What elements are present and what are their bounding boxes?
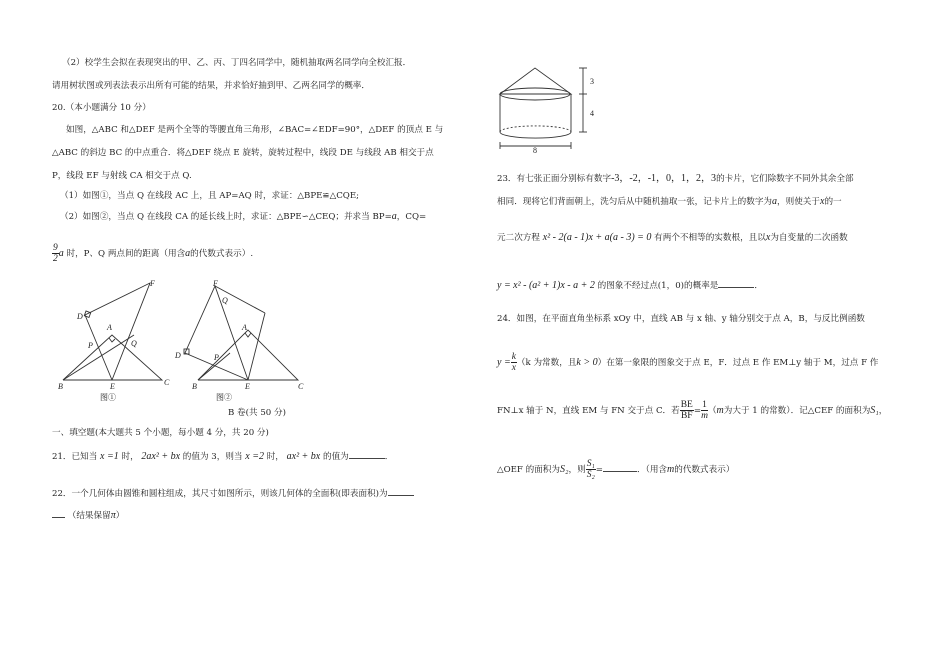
q20-sub1: （1）如图①，当点 Q 在线段 AC 上，且 AP=AQ 时，求证：△BPE≌△CQE; xyxy=(60,191,359,201)
q23-line1: 23．有七张正面分别标有数字-3，-2，-1，0，1，2，3的卡片，它们除数字不同外其余全部 xyxy=(497,173,854,184)
fig2-label-B: B xyxy=(192,382,197,391)
section-fill-title: 一、填空题(本大题共 5 个小题，每小题 4 分，共 20 分) xyxy=(52,428,269,438)
q24-line2: y = $\frac{k}{x}$ （k 为常数，且k > 0）在第一象限的图象交于点 E，F．过点 E 作 EM⊥y 轴于 M，过点 F 作 xyxy=(497,352,879,373)
dim-bottom: 8 xyxy=(533,146,537,154)
figure-1 xyxy=(55,278,175,403)
q19-part2-line1: （2）校学生会拟在表现突出的甲、乙、丙、丁四名同学中，随机抽取两名同学向全校汇报． xyxy=(62,58,412,68)
cone-cylinder-figure xyxy=(493,64,603,154)
fig2-label-D: D xyxy=(175,351,181,360)
q21-answer-blank xyxy=(349,458,385,459)
fig1-caption: 图① xyxy=(100,393,116,402)
fig2-label-A: A xyxy=(242,323,247,332)
q23-line2: 相同．现将它们背面朝上，洗匀后从中随机抽取一张，记卡片上的数字为a，则使关于x的一 xyxy=(497,196,842,207)
fig2-label-E: E xyxy=(245,382,250,391)
fig2-caption: 图② xyxy=(216,393,232,402)
q23-line4: y = x² - (a² + 1)x - a + 2 的图象不经过点(1，0)的概率是 ． xyxy=(497,280,764,291)
q20-line3: P，线段 EF 与射线 CA 相交于点 Q. xyxy=(52,171,192,181)
q23-line3: 元二次方程 x² - 2(a - 1)x + a(a - 3) = 0 有两个不相等的实数根，且以x为自变量的二次函数 xyxy=(497,232,848,243)
fig1-label-D: D xyxy=(77,312,83,321)
section-b-title: B 卷(共 50 分) xyxy=(228,408,286,418)
fig1-label-P: P xyxy=(88,341,93,350)
q20-sub2: （2）如图②，当点 Q 在线段 CA 的延长线上时，求证：△BPE∽△CEQ；并求当 BP=a，CQ= xyxy=(60,211,427,222)
fig1-label-E: E xyxy=(110,382,115,391)
q22-line1: 22．一个几何体由圆锥和圆柱组成，其尺寸如图所示，则该几何体的全面积(即表面积)为 xyxy=(52,488,414,500)
fig2-label-C: C xyxy=(298,382,304,391)
q22-line2: （结果保留π） xyxy=(52,510,124,522)
q20-line1: 如图，△ABC 和△DEF 是两个全等的等腰直角三角形，∠BAC=∠EDF=90°，△DEF 的顶点 E 与 xyxy=(66,125,444,135)
fraction-nine-halves: $\frac{9}{2}$ xyxy=(53,243,58,264)
q22-answer-blank xyxy=(388,495,414,496)
q24-line1: 24．如图，在平面直角坐标系 xOy 中，直线 AB 与 x 轴、y 轴分别交于点 A，B，与反比例函数 xyxy=(497,314,865,324)
q24-line3: FN⊥x 轴于 N，直线 EM 与 FN 交于点 C．若 $\frac{BE}{BF}$ = $\frac{1}{m}$ （m为大于 1 的常数）．记△CEF 的面积为S₁， xyxy=(497,400,888,421)
q24-answer-blank xyxy=(603,471,637,472)
fig2-label-P: P xyxy=(214,353,219,362)
figure-2 xyxy=(170,278,315,403)
fig1-label-A: A xyxy=(107,323,112,332)
fig1-label-F: F xyxy=(150,279,155,288)
dim-top: 3 xyxy=(590,77,594,86)
q24-line4: △OEF 的面积为S₂，则 $\frac{\text{S₁}}{\text{S₂}}$ = ．（用含m的代数式表示） xyxy=(497,459,735,480)
fig1-label-B: B xyxy=(58,382,63,391)
q20-sub2-cont: $\frac{9}{2}$ a 时，P、Q 两点间的距离（用含a的代数式表示）. xyxy=(53,243,254,264)
fig2-label-F: F xyxy=(213,279,218,288)
fig2-label-Q: Q xyxy=(222,296,228,305)
dim-mid: 4 xyxy=(590,109,594,118)
fig1-label-Q: Q xyxy=(131,339,137,348)
q20-line2: △ABC 的斜边 BC 的中点重合．将△DEF 绕点 E 旋转，旋转过程中，线段 DE 与线段 AB 相交于点 xyxy=(52,148,434,158)
q23-answer-blank xyxy=(718,287,754,288)
fig1-label-C: C xyxy=(164,378,170,387)
q19-part2-line2: 请用树状图或列表法表示出所有可能的结果，并求恰好抽到甲、乙两名同学的概率． xyxy=(52,81,370,91)
q21: 21．已知当 x =1 时， 2ax² + bx 的值为 3，则当 x =2 时， ax² + bx 的值为 ． xyxy=(52,451,394,462)
q20-header: 20.（本小题满分 10 分） xyxy=(52,103,151,113)
